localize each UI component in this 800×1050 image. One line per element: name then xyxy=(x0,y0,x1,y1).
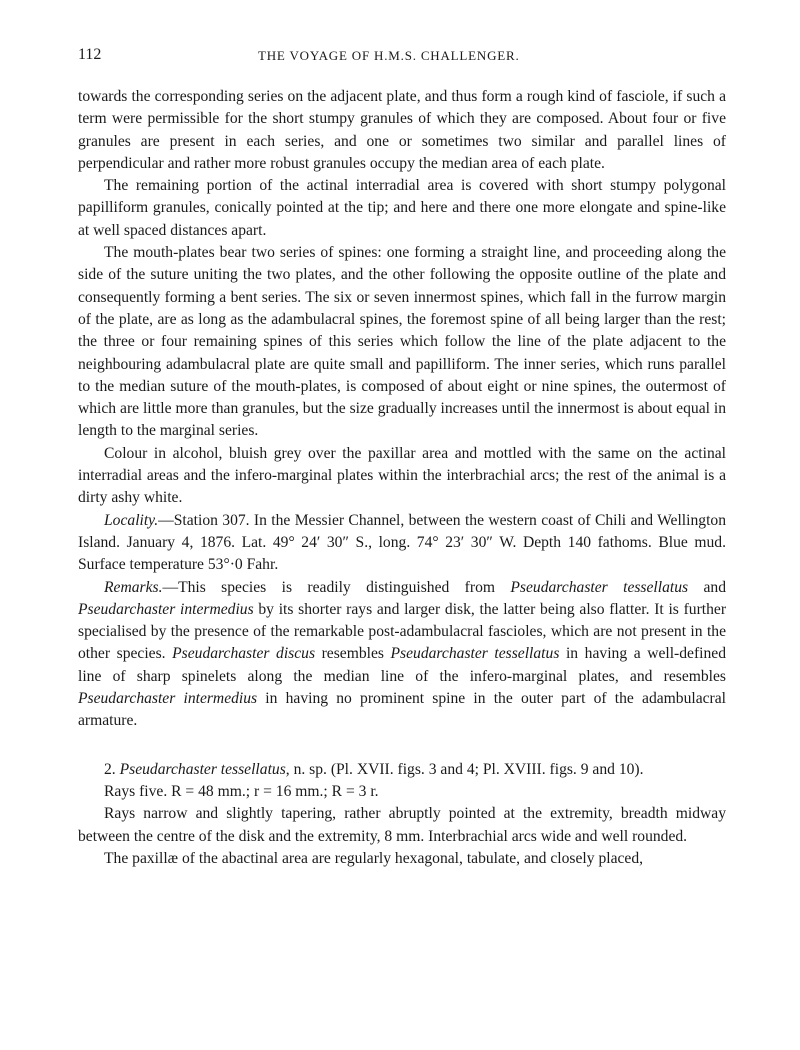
species-name: Pseudarchaster tessellatus xyxy=(510,578,689,596)
body-text xyxy=(78,86,726,870)
species-name: Pseudarchaster discus xyxy=(172,645,316,663)
page-header xyxy=(78,46,726,68)
paragraph-rays-shape: Rays narrow and slightly tapering, rather abruptly pointed at the extremity, breadth midway between the centre of the disk and the extremity, 8 mm. Interbrachial arcs wide and well rounded. xyxy=(78,805,726,845)
page-number: 112 xyxy=(78,46,102,63)
species-name: Pseudarchaster intermedius xyxy=(78,600,254,618)
running-title: THE VOYAGE OF H.M.S. CHALLENGER. xyxy=(258,48,520,63)
paragraph-actinal-area: The remaining portion of the actinal interradial area is covered with short stumpy polygonal papilliform granules, conically pointed at the tip; and here and there one more elongate and spine-like at well spaced distances apart. xyxy=(78,177,726,239)
species-name: Pseudarchaster intermedius xyxy=(78,690,258,708)
remarks-text: —This species is readily distinguished from xyxy=(162,578,511,596)
remarks-text: and xyxy=(688,578,727,596)
paragraph-colour: Colour in alcohol, bluish grey over the paxillar area and mottled with the same on the actinal interradial areas and the infero-marginal plates within the interbrachial arcs; the rest of the animal is a dirty ashy white. xyxy=(78,444,726,507)
paragraph-fasciole: towards the corresponding series on the adjacent plate, and thus form a rough kind of fasciole, if such a term were permissible for the short stumpy granules of which they are composed. About four or five granules are present in each series, and one or sometimes two similar and parallel lines of perpendicular and rather more robust granules occupy the median area of each plate. xyxy=(78,88,726,172)
species-heading-plates: , n. sp. (Pl. XVII. figs. 3 and 4; Pl. XVIII. figs. 9 and 10). xyxy=(285,760,644,778)
locality-label: Locality. xyxy=(104,511,159,529)
species-number: 2. xyxy=(104,760,120,778)
remarks-text: resembles xyxy=(315,645,391,663)
remarks-text: by its shorter rays and larger disk, the latter being also flatter. It is further specialised by the presence of the remarkable post-adambulacral fascioles, which are not present in the other species. xyxy=(78,600,727,663)
species-name: Pseudarchaster tessellatus xyxy=(390,645,560,663)
paragraph-mouth-plates: The mouth-plates bear two series of spines: one forming a straight line, and proceeding along the side of the suture uniting the two plates, and the other following the opposite outline of the plate and consequently forming a bent series. The six or seven innermost spines, which fall in the furrow margin of the plate, are as long as the adambulacral spines, the foremost spine of all being larger than the rest; the three or four remaining spines of this series which follow the line of the plate adjacent to the neighbouring adambulacral plate are quite small and papilliform. The inner series, which runs parallel to the median suture of the mouth-plates, is composed of about eight or nine spines, the outermost of which are little more than granules, but the size gradually increases until the innermost is about equal in length to the marginal series. xyxy=(78,244,726,440)
paragraph-rays-measure: Rays five. R = 48 mm.; r = 16 mm.; R = 3 r. xyxy=(104,782,379,800)
species-heading-name: Pseudarchaster tessellatus xyxy=(119,760,286,778)
paragraph-paxillae: The paxillæ of the abactinal area are regularly hexagonal, tabulate, and closely placed, xyxy=(104,849,644,867)
paragraph-remarks xyxy=(78,577,726,733)
remarks-label: Remarks. xyxy=(104,578,163,596)
species-heading xyxy=(78,759,726,781)
remarks-text: in having a well-defined line of sharp spinelets along the median line of the infero-marginal plates, and resembles xyxy=(78,645,727,685)
remarks-text: in having no prominent spine in the outer part of the adambulacral armature. xyxy=(78,690,727,730)
paragraph-locality xyxy=(78,510,726,577)
locality-text: —Station 307. In the Messier Channel, between the western coast of Chili and Wellington Island. January 4, 1876. Lat. 49° 24′ 30″ S., long. 74° 23′ 30″ W. Depth 140 fathoms. Blue mud. Surface temperature 53°·0 Fahr. xyxy=(78,511,726,574)
